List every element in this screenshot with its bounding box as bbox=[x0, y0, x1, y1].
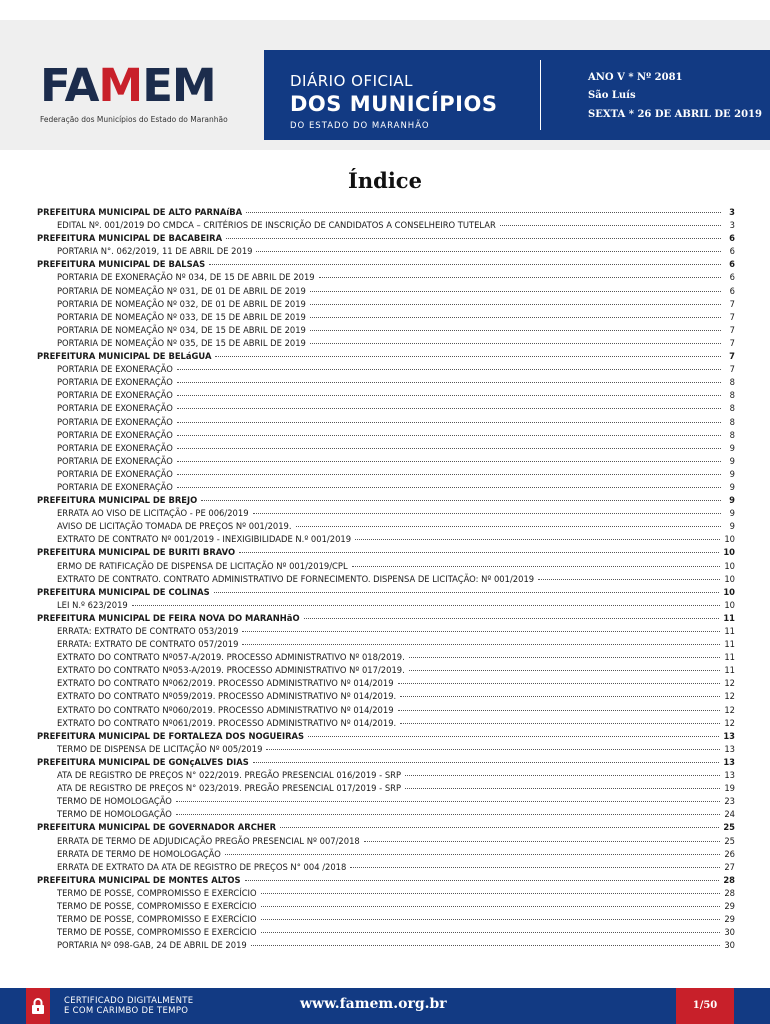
toc-entry-title: PORTARIA DE EXONERAÇÃO bbox=[57, 481, 173, 492]
toc-page-number: 8 bbox=[729, 403, 735, 414]
toc-page-number: 6 bbox=[729, 233, 735, 244]
certificate-line2: E COM CARIMBO DE TEMPO bbox=[64, 1006, 189, 1016]
toc-dot-leader bbox=[176, 801, 720, 802]
toc-dot-leader bbox=[177, 369, 721, 370]
toc-entry-title: TERMO DE HOMOLOGAÇÃO bbox=[57, 796, 172, 807]
toc-dot-leader bbox=[246, 212, 721, 213]
toc-page-number: 9 bbox=[729, 442, 735, 453]
edition-number: ANO V * Nº 2081 bbox=[588, 72, 683, 83]
toc-dot-leader bbox=[350, 867, 720, 868]
toc-page-number: 8 bbox=[729, 390, 735, 401]
toc-entry-title: PREFEITURA MUNICIPAL DE ALTO PARNAíBA bbox=[37, 207, 243, 217]
toc-entry-title: TERMO DE POSSE, COMPROMISSO E EXERCÍCIO bbox=[57, 900, 257, 911]
toc-dot-leader bbox=[310, 343, 721, 344]
toc-page-number: 24 bbox=[724, 809, 735, 820]
toc-page-number: 10 bbox=[724, 573, 735, 584]
header-divider bbox=[540, 60, 541, 130]
toc-page-number: 6 bbox=[729, 285, 735, 296]
toc-entry-title: EDITAL Nº. 001/2019 DO CMDCA – CRITÉRIOS DE INSCRIÇÃO DE CANDIDATOS A CONSELHEIRO TUTELAR bbox=[57, 220, 496, 231]
toc-page-number: 7 bbox=[729, 364, 735, 375]
index-title: Índice bbox=[348, 168, 422, 193]
toc-entry-row[interactable] bbox=[37, 219, 735, 232]
famem-wordmark: FAMEM bbox=[40, 59, 216, 112]
toc-dot-leader bbox=[177, 395, 721, 396]
toc-entry-row[interactable] bbox=[37, 861, 735, 874]
table-of-contents bbox=[37, 206, 735, 952]
toc-page-number: 9 bbox=[729, 455, 735, 466]
toc-dot-leader bbox=[177, 422, 721, 423]
toc-dot-leader bbox=[215, 356, 721, 357]
toc-entry-title: PREFEITURA MUNICIPAL DE BACABEIRA bbox=[37, 233, 223, 244]
toc-section-row[interactable] bbox=[37, 874, 735, 887]
toc-dot-leader bbox=[177, 474, 721, 475]
toc-page-number: 25 bbox=[724, 835, 735, 846]
toc-dot-leader bbox=[405, 788, 720, 789]
toc-entry-title: ERRATA DE TERMO DE HOMOLOGAÇÃO bbox=[57, 848, 221, 859]
toc-dot-leader bbox=[177, 382, 721, 383]
page-indicator-box bbox=[676, 988, 734, 1024]
toc-entry-row[interactable] bbox=[37, 402, 735, 415]
toc-entry-title: PREFEITURA MUNICIPAL DE FORTALEZA DOS NOGUEIRAS bbox=[37, 730, 305, 741]
edition-date: SEXTA * 26 DE ABRIL DE 2019 bbox=[588, 109, 762, 120]
toc-entry-title: PORTARIA DE EXONERAÇÃO bbox=[57, 416, 173, 427]
toc-page-number: 9 bbox=[729, 508, 735, 519]
toc-dot-leader bbox=[304, 618, 720, 619]
toc-entry-row[interactable] bbox=[37, 416, 735, 429]
toc-page-number: 25 bbox=[723, 822, 735, 833]
toc-page-number: 10 bbox=[724, 534, 735, 545]
toc-entry-row[interactable] bbox=[37, 926, 735, 939]
toc-entry-title: PORTARIA DE NOMEAÇÃO Nº 035, DE 15 DE ABRIL DE 2019 bbox=[57, 337, 306, 348]
toc-entry-title: PORTARIA DE EXONERAÇÃO Nº 034, DE 15 DE ABRIL DE 2019 bbox=[57, 272, 315, 283]
toc-entry-title: EXTRATO DO CONTRATO Nº059/2019. PROCESSO ADMINISTRATIVO Nº 014/2019. bbox=[57, 691, 397, 702]
toc-page-number: 9 bbox=[729, 481, 735, 492]
toc-dot-leader bbox=[226, 238, 721, 239]
toc-entry-title: PORTARIA DE NOMEAÇÃO Nº 033, DE 15 DE ABRIL DE 2019 bbox=[57, 311, 306, 322]
toc-dot-leader bbox=[177, 461, 721, 462]
toc-page-number: 11 bbox=[723, 612, 735, 623]
toc-page-number: 13 bbox=[724, 770, 735, 781]
edition-info bbox=[540, 50, 770, 140]
certificate-badge bbox=[26, 988, 50, 1024]
toc-dot-leader bbox=[177, 487, 721, 488]
toc-page-number: 30 bbox=[724, 927, 735, 938]
toc-dot-leader bbox=[201, 500, 721, 501]
toc-page-number: 13 bbox=[724, 743, 735, 754]
toc-entry-title: ERRATA DE TERMO DE ADJUDICAÇÃO PREGÃO PRESENCIAL Nº 007/2018 bbox=[57, 835, 360, 846]
toc-entry-title: TERMO DE POSSE, COMPROMISSO E EXERCÍCIO bbox=[57, 914, 257, 925]
toc-section-row[interactable] bbox=[37, 612, 735, 625]
toc-dot-leader bbox=[352, 566, 721, 567]
toc-page-number: 7 bbox=[729, 324, 735, 335]
toc-dot-leader bbox=[296, 526, 721, 527]
toc-entry-row[interactable] bbox=[37, 311, 735, 324]
toc-dot-leader bbox=[400, 723, 720, 724]
toc-entry-title: ATA DE REGISTRO DE PREÇOS N° 023/2019. PREGÃO PRESENCIAL 017/2019 - SRP bbox=[57, 783, 402, 794]
toc-entry-row[interactable] bbox=[37, 560, 735, 573]
toc-entry-row[interactable] bbox=[37, 782, 735, 795]
toc-entry-row[interactable] bbox=[37, 481, 735, 494]
toc-entry-title: ERMO DE RATIFICAÇÃO DE DISPENSA DE LICITAÇÃO Nº 001/2019/CPL bbox=[57, 560, 348, 571]
toc-entry-title: PORTARIA DE EXONERAÇÃO bbox=[57, 455, 173, 466]
toc-entry-title: PORTARIA DE EXONERAÇÃO bbox=[57, 429, 173, 440]
toc-entry-row[interactable] bbox=[37, 520, 735, 533]
toc-dot-leader bbox=[405, 775, 720, 776]
toc-dot-leader bbox=[280, 827, 719, 828]
toc-dot-leader bbox=[409, 657, 721, 658]
toc-page-number: 12 bbox=[724, 678, 735, 689]
toc-dot-leader bbox=[209, 264, 721, 265]
toc-section-row[interactable] bbox=[37, 350, 735, 363]
site-link[interactable]: www.famem.org.br bbox=[300, 996, 447, 1012]
toc-entry-row[interactable] bbox=[37, 939, 735, 952]
toc-entry-title: PORTARIA DE EXONERAÇÃO bbox=[57, 390, 173, 401]
toc-dot-leader bbox=[319, 277, 721, 278]
toc-entry-title: PREFEITURA MUNICIPAL DE GONçALVES DIAS bbox=[37, 756, 249, 767]
toc-entry-row[interactable] bbox=[37, 455, 735, 468]
certificate-line1: CERTIFICADO DIGITALMENTE bbox=[64, 996, 194, 1006]
toc-entry-row[interactable] bbox=[37, 389, 735, 402]
toc-entry-title: PORTARIA Nº 098-GAB, 24 DE ABRIL DE 2019 bbox=[57, 940, 247, 951]
toc-entry-title: PREFEITURA MUNICIPAL DE BREJO bbox=[37, 495, 198, 506]
toc-dot-leader bbox=[398, 710, 721, 711]
toc-entry-row[interactable] bbox=[37, 625, 735, 638]
toc-entry-title: PORTARIA DE NOMEAÇÃO Nº 031, DE 01 DE ABRIL DE 2019 bbox=[57, 285, 306, 296]
toc-entry-row[interactable] bbox=[37, 900, 735, 913]
edition-city: São Luís bbox=[588, 90, 636, 101]
toc-dot-leader bbox=[242, 631, 720, 632]
toc-entry-title: TERMO DE POSSE, COMPROMISSO E EXERCÍCIO bbox=[57, 927, 257, 938]
toc-dot-leader bbox=[500, 225, 721, 226]
toc-dot-leader bbox=[251, 945, 721, 946]
toc-entry-row[interactable] bbox=[37, 808, 735, 821]
toc-page-number: 29 bbox=[724, 900, 735, 911]
toc-entry-title: EXTRATO DO CONTRATO Nº057-A/2019. PROCESSO ADMINISTRATIVO Nº 018/2019. bbox=[57, 652, 405, 663]
toc-section-row[interactable] bbox=[37, 756, 735, 769]
toc-dot-leader bbox=[225, 854, 721, 855]
toc-page-number: 3 bbox=[729, 220, 735, 231]
toc-section-row[interactable] bbox=[37, 546, 735, 559]
toc-page-number: 7 bbox=[729, 337, 735, 348]
toc-dot-leader bbox=[398, 683, 721, 684]
toc-entry-title: PORTARIA DE NOMEAÇÃO Nº 032, DE 01 DE ABRIL DE 2019 bbox=[57, 298, 306, 309]
toc-entry-row[interactable] bbox=[37, 573, 735, 586]
toc-entry-title: LEI N.º 623/2019 bbox=[57, 599, 128, 610]
diario-title-line2: DOS MUNICÍPIOS bbox=[290, 92, 498, 116]
toc-dot-leader bbox=[245, 880, 720, 881]
toc-entry-row[interactable] bbox=[37, 664, 735, 677]
toc-dot-leader bbox=[400, 696, 720, 697]
toc-entry-title: PREFEITURA MUNICIPAL DE COLINAS bbox=[37, 586, 210, 597]
toc-dot-leader bbox=[310, 304, 721, 305]
toc-section-row[interactable] bbox=[37, 586, 735, 599]
toc-entry-title: ERRATA AO VISO DE LICITAÇÃO - PE 006/2019 bbox=[57, 508, 249, 519]
toc-entry-title: EXTRATO DO CONTRATO Nº061/2019. PROCESSO ADMINISTRATIVO Nº 014/2019. bbox=[57, 717, 397, 728]
toc-entry-title: PREFEITURA MUNICIPAL DE FEIRA NOVA DO MARANHãO bbox=[37, 612, 300, 623]
diario-oficial-title-block bbox=[264, 50, 540, 140]
toc-dot-leader bbox=[538, 579, 720, 580]
toc-page-number: 8 bbox=[729, 377, 735, 388]
toc-entry-title: EXTRATO DE CONTRATO Nº 001/2019 - INEXIGIBILIDADE N.º 001/2019 bbox=[57, 534, 352, 545]
toc-section-row[interactable] bbox=[37, 206, 735, 219]
toc-entry-title: PREFEITURA MUNICIPAL DE GOVERNADOR ARCHER bbox=[37, 822, 277, 833]
toc-dot-leader bbox=[256, 251, 721, 252]
toc-entry-row[interactable] bbox=[37, 743, 735, 756]
toc-entry-title: TERMO DE POSSE, COMPROMISSO E EXERCÍCIO bbox=[57, 887, 257, 898]
toc-page-number: 26 bbox=[724, 848, 735, 859]
toc-entry-title: PREFEITURA MUNICIPAL DE BELáGUA bbox=[37, 351, 212, 362]
toc-entry-row[interactable] bbox=[37, 795, 735, 808]
toc-entry-title: PORTARIA DE EXONERAÇÃO bbox=[57, 403, 173, 414]
toc-page-number: 13 bbox=[723, 756, 735, 767]
toc-entry-row[interactable] bbox=[37, 285, 735, 298]
famem-logo bbox=[40, 60, 240, 135]
toc-page-number: 28 bbox=[723, 874, 735, 885]
toc-dot-leader bbox=[409, 670, 721, 671]
masthead bbox=[0, 20, 770, 150]
toc-entry-title: PORTARIA DE EXONERAÇÃO bbox=[57, 377, 173, 388]
toc-entry-row[interactable] bbox=[37, 507, 735, 520]
toc-page-number: 8 bbox=[729, 429, 735, 440]
toc-page-number: 23 bbox=[724, 796, 735, 807]
toc-entry-title: TERMO DE HOMOLOGAÇÃO bbox=[57, 809, 172, 820]
toc-entry-title: PREFEITURA MUNICIPAL DE BALSAS bbox=[37, 259, 206, 270]
toc-entry-title: ERRATA: EXTRATO DE CONTRATO 057/2019 bbox=[57, 639, 239, 650]
toc-entry-row[interactable] bbox=[37, 704, 735, 717]
toc-page-number: 9 bbox=[729, 495, 735, 506]
toc-entry-row[interactable] bbox=[37, 337, 735, 350]
toc-dot-leader bbox=[364, 841, 721, 842]
toc-page-number: 30 bbox=[724, 940, 735, 951]
toc-entry-row[interactable] bbox=[37, 324, 735, 337]
toc-page-number: 11 bbox=[724, 652, 735, 663]
diario-title-line3: DO ESTADO DO MARANHÃO bbox=[290, 121, 430, 131]
toc-entry-title: PORTARIA DE NOMEAÇÃO Nº 034, DE 15 DE ABRIL DE 2019 bbox=[57, 324, 306, 335]
toc-entry-row[interactable] bbox=[37, 848, 735, 861]
toc-page-number: 13 bbox=[723, 730, 735, 741]
certificate-text bbox=[64, 996, 193, 1016]
toc-entry-title: PORTARIA DE EXONERAÇÃO bbox=[57, 468, 173, 479]
famem-subtitle: Federação dos Municípios do Estado do Maranhão bbox=[40, 115, 228, 124]
toc-page-number: 28 bbox=[724, 887, 735, 898]
toc-entry-title: EXTRATO DO CONTRATO Nº060/2019. PROCESSO ADMINISTRATIVO Nº 014/2019 bbox=[57, 704, 394, 715]
toc-entry-title: ERRATA DE EXTRATO DA ATA DE REGISTRO DE PREÇOS N° 004 /2018 bbox=[57, 861, 347, 872]
toc-entry-title: TERMO DE DISPENSA DE LICITAÇÃO Nº 005/2019 bbox=[57, 743, 263, 754]
toc-section-row[interactable] bbox=[37, 494, 735, 507]
toc-dot-leader bbox=[176, 814, 720, 815]
toc-dot-leader bbox=[261, 919, 721, 920]
toc-dot-leader bbox=[261, 932, 721, 933]
toc-entry-row[interactable] bbox=[37, 271, 735, 284]
toc-entry-row[interactable] bbox=[37, 298, 735, 311]
toc-entry-title: PORTARIA N°. 062/2019, 11 DE ABRIL DE 2019 bbox=[57, 246, 253, 257]
toc-entry-row[interactable] bbox=[37, 442, 735, 455]
toc-entry-row[interactable] bbox=[37, 717, 735, 730]
toc-entry-title: ATA DE REGISTRO DE PREÇOS N° 022/2019. PREGÃO PRESENCIAL 016/2019 - SRP bbox=[57, 770, 402, 781]
toc-page-number: 3 bbox=[729, 207, 735, 217]
toc-entry-row[interactable] bbox=[37, 913, 735, 926]
toc-entry-row[interactable] bbox=[37, 376, 735, 389]
toc-entry-row[interactable] bbox=[37, 245, 735, 258]
toc-page-number: 10 bbox=[723, 547, 735, 558]
toc-page-number: 7 bbox=[729, 311, 735, 322]
toc-page-number: 12 bbox=[724, 717, 735, 728]
toc-entry-row[interactable] bbox=[37, 651, 735, 664]
toc-dot-leader bbox=[266, 749, 720, 750]
toc-page-number: 10 bbox=[723, 586, 735, 597]
toc-dot-leader bbox=[242, 644, 720, 645]
toc-page-number: 12 bbox=[724, 704, 735, 715]
toc-entry-row[interactable] bbox=[37, 468, 735, 481]
toc-entry-title: EXTRATO DE CONTRATO. CONTRATO ADMINISTRATIVO DE FORNECIMENTO. DISPENSA DE LICITAÇÃO: Nº 001/2019 bbox=[57, 573, 535, 584]
toc-dot-leader bbox=[177, 435, 721, 436]
toc-entry-row[interactable] bbox=[37, 677, 735, 690]
toc-section-row[interactable] bbox=[37, 730, 735, 743]
toc-page-number: 8 bbox=[729, 416, 735, 427]
toc-dot-leader bbox=[261, 906, 721, 907]
toc-section-row[interactable] bbox=[37, 258, 735, 271]
toc-page-number: 11 bbox=[724, 639, 735, 650]
toc-page-number: 29 bbox=[724, 914, 735, 925]
toc-page-number: 6 bbox=[729, 246, 735, 257]
toc-page-number: 6 bbox=[729, 272, 735, 283]
toc-entry-title: PORTARIA DE EXONERAÇÃO bbox=[57, 442, 173, 453]
toc-page-number: 9 bbox=[729, 521, 735, 532]
toc-dot-leader bbox=[310, 330, 721, 331]
toc-dot-leader bbox=[177, 448, 721, 449]
toc-page-number: 27 bbox=[724, 861, 735, 872]
toc-page-number: 11 bbox=[724, 665, 735, 676]
toc-page-number: 6 bbox=[729, 259, 735, 270]
toc-page-number: 7 bbox=[729, 351, 735, 362]
toc-dot-leader bbox=[239, 552, 719, 553]
toc-dot-leader bbox=[310, 291, 721, 292]
toc-page-number: 7 bbox=[729, 298, 735, 309]
toc-dot-leader bbox=[355, 539, 720, 540]
toc-entry-title: ERRATA: EXTRATO DE CONTRATO 053/2019 bbox=[57, 626, 239, 636]
toc-entry-row[interactable] bbox=[37, 690, 735, 703]
toc-entry-row[interactable] bbox=[37, 835, 735, 848]
toc-section-row[interactable] bbox=[37, 821, 735, 834]
toc-page-number: 19 bbox=[724, 783, 735, 794]
toc-entry-row[interactable] bbox=[37, 533, 735, 546]
toc-page-number: 10 bbox=[724, 599, 735, 610]
toc-entry-title: EXTRATO DO CONTRATO Nº053-A/2019. PROCESSO ADMINISTRATIVO Nº 017/2019. bbox=[57, 665, 405, 676]
toc-entry-row[interactable] bbox=[37, 363, 735, 376]
toc-dot-leader bbox=[261, 893, 721, 894]
toc-entry-title: PORTARIA DE EXONERAÇÃO bbox=[57, 364, 173, 375]
page-indicator: 1/50 bbox=[692, 1000, 718, 1011]
toc-entry-row[interactable] bbox=[37, 429, 735, 442]
toc-section-row[interactable] bbox=[37, 232, 735, 245]
toc-entry-row[interactable] bbox=[37, 887, 735, 900]
toc-page-number: 11 bbox=[724, 626, 735, 636]
toc-entry-title: EXTRATO DO CONTRATO Nº062/2019. PROCESSO ADMINISTRATIVO Nº 014/2019 bbox=[57, 678, 394, 689]
toc-dot-leader bbox=[253, 762, 720, 763]
toc-dot-leader bbox=[310, 317, 721, 318]
toc-dot-leader bbox=[177, 408, 721, 409]
toc-entry-title: PREFEITURA MUNICIPAL DE MONTES ALTOS bbox=[37, 874, 241, 885]
diario-title-line1: DIÁRIO OFICIAL bbox=[290, 72, 414, 90]
footer-bar bbox=[0, 988, 770, 1024]
toc-entry-title: PREFEITURA MUNICIPAL DE BURITI BRAVO bbox=[37, 547, 236, 558]
toc-entry-row[interactable] bbox=[37, 599, 735, 612]
toc-dot-leader bbox=[253, 513, 721, 514]
toc-dot-leader bbox=[308, 736, 719, 737]
toc-entry-title: AVISO DE LICITAÇÃO TOMADA DE PREÇOS Nº 001/2019. bbox=[57, 521, 292, 532]
toc-page-number: 10 bbox=[724, 560, 735, 571]
toc-page-number: 12 bbox=[724, 691, 735, 702]
toc-page-number: 9 bbox=[729, 468, 735, 479]
toc-dot-leader bbox=[132, 605, 721, 606]
toc-entry-row[interactable] bbox=[37, 638, 735, 651]
toc-dot-leader bbox=[214, 592, 720, 593]
toc-entry-row[interactable] bbox=[37, 769, 735, 782]
